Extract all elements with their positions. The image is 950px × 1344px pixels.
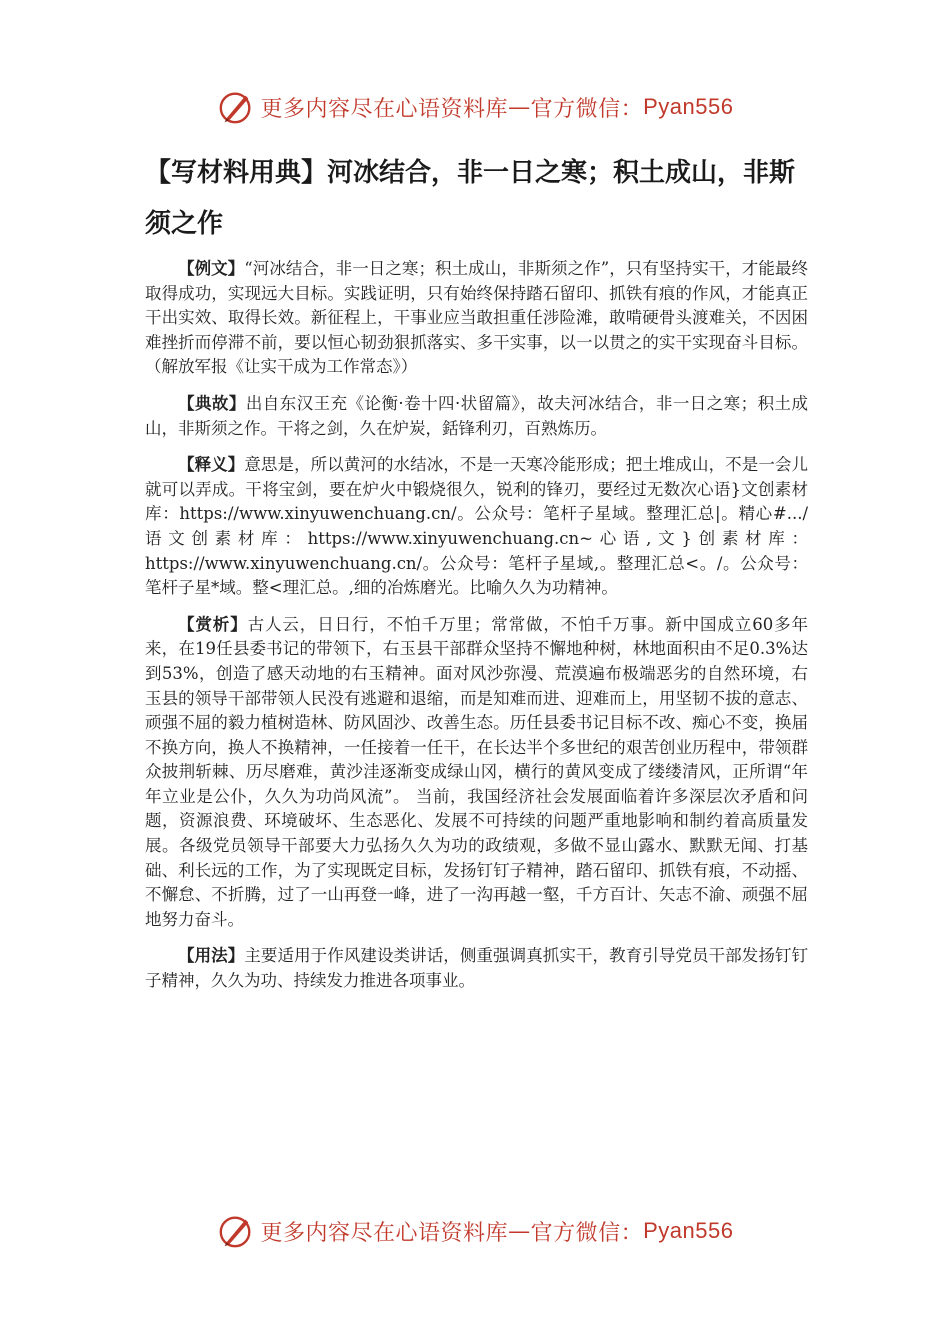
header-watermark-banner (0, 84, 950, 130)
paragraph-text: 古人云，日日行，不怕千万里；常常做，不怕千万事。新中国成立60多年来，在19任县委书记的带领下，右玉县干部群众坚持不懈地种树，林地面积由不足0.3%达到53%，创造了感天动地的右玉精神。面对风沙弥漫、荒漠遍布极端恶劣的自然环境，右玉县的领导干部带领人民没有逃避和退缩，而是知难而进、迎难而上，用坚韧不拔的意志、顽强不屈的毅力植树造林、防风固沙、改善生态。历任县委书记目标不改、痴心不变，换届不换方向，换人不换精神，一任接着一任干，在长达半个多世纪的艰苦创业历程中，带领群众披荆斩棘、历尽磨难，黄沙洼逐渐变成绿山冈，横行的黄风变成了缕缕清风，正所谓“年年立业是公仆，久久为功尚风流”。 当前，我国经济社会发展面临着许多深层次矛盾和问题，资源浪费、环境破坏、生态恶化、发展不可持续的问题严重地影响和制约着高质量发展。各级党员领导干部要大力弘扬久久为功的政绩观，多做不显山露水、默默无闻、打基础、利长远的工作，为了实现既定目标，发扬钉钉子精神，踏石留印、抓铁有痕，不动摇、不懈怠、不折腾，过了一山再登一峰，进了一沟再越一壑，千方百计、矢志不渝、顽强不屈地努力奋斗。 (145, 614, 809, 929)
banner-wechat-label: 官方微信： (530, 96, 644, 122)
pen-logo-icon (217, 88, 255, 126)
paragraph-text: “河冰结合，非一日之寒；积土成山，非斯须之作”，只有坚持实干，才能最终取得成功，实现远大目标。实践证明，只有始终保持踏石留印、抓铁有痕的作风，才能真正干出实效、取得长效。新征程上，干事业应当敢担重任涉险滩，敢啃硬骨头渡难关，不因困难挫折而停滞不前，要以恒心韧劲狠抓落实、多干实事，以一以贯之的实干实现奋斗目标。（解放军报《让实干成为工作常态》） (145, 259, 809, 377)
footer-watermark-banner (0, 1208, 950, 1254)
paragraph-tag: 【用法】 (178, 946, 245, 966)
paragraph-meaning (145, 453, 808, 601)
paragraph-tag: 【例文】 (178, 259, 245, 278)
pen-logo-icon (217, 1212, 255, 1250)
banner-wechat-id: Pyan556 (643, 94, 734, 119)
banner-wechat-id: Pyan556 (643, 1218, 734, 1243)
paragraph-example (145, 257, 808, 380)
article-body (145, 257, 808, 1006)
banner-main-text: 更多内容尽在心语资料库 (260, 96, 509, 122)
paragraph-usage (145, 944, 808, 993)
banner-wechat-label: 官方微信： (530, 1220, 644, 1246)
banner-main-text: 更多内容尽在心语资料库 (260, 1220, 509, 1246)
paragraph-tag: 【赏析】 (178, 614, 248, 634)
paragraph-tag: 【释义】 (178, 455, 245, 475)
paragraph-appreciation (145, 613, 808, 933)
paragraph-source (145, 392, 808, 441)
paragraph-text: 出自东汉王充《论衡·卷十四·状留篇》，故夫河冰结合，非一日之寒；积土成山，非斯须之作。干将之剑，久在炉炭，銛锋利刃，百熟炼历。 (145, 393, 809, 438)
banner-dash: — (508, 1218, 531, 1244)
paragraph-text: 意思是，所以黄河的水结冰，不是一天寒冷能形成；把土堆成山，不是一会儿就可以弄成。干将宝剑，要在炉火中锻烧很久，锐利的锋刃，要经过无数次心语}文创素材库：https://www.xinyuwenchuang.cn/。公众号：笔杆子星域。整理汇总|。精心#.../语文创素材库：https://www.xinyuwenchuang.cn~心语,文}创素材库：https://www.xinyuwenchuang.cn/。公众号：笔杆子星域,。整理汇总<。/。公众号：笔杆子星*域。整<理汇总。,细的冶炼磨光。比喻久久为功精神。 (145, 455, 809, 598)
banner-dash: — (508, 94, 531, 120)
paragraph-text: 主要适用于作风建设类讲话，侧重强调真抓实干，教育引导党员干部发扬钉钉子精神，久久为功、持续发力推进各项事业。 (145, 946, 809, 991)
paragraph-tag: 【典故】 (178, 393, 246, 413)
page-title: 【写材料用典】河冰结合，非一日之寒；积土成山，非斯须之作 (145, 158, 796, 239)
